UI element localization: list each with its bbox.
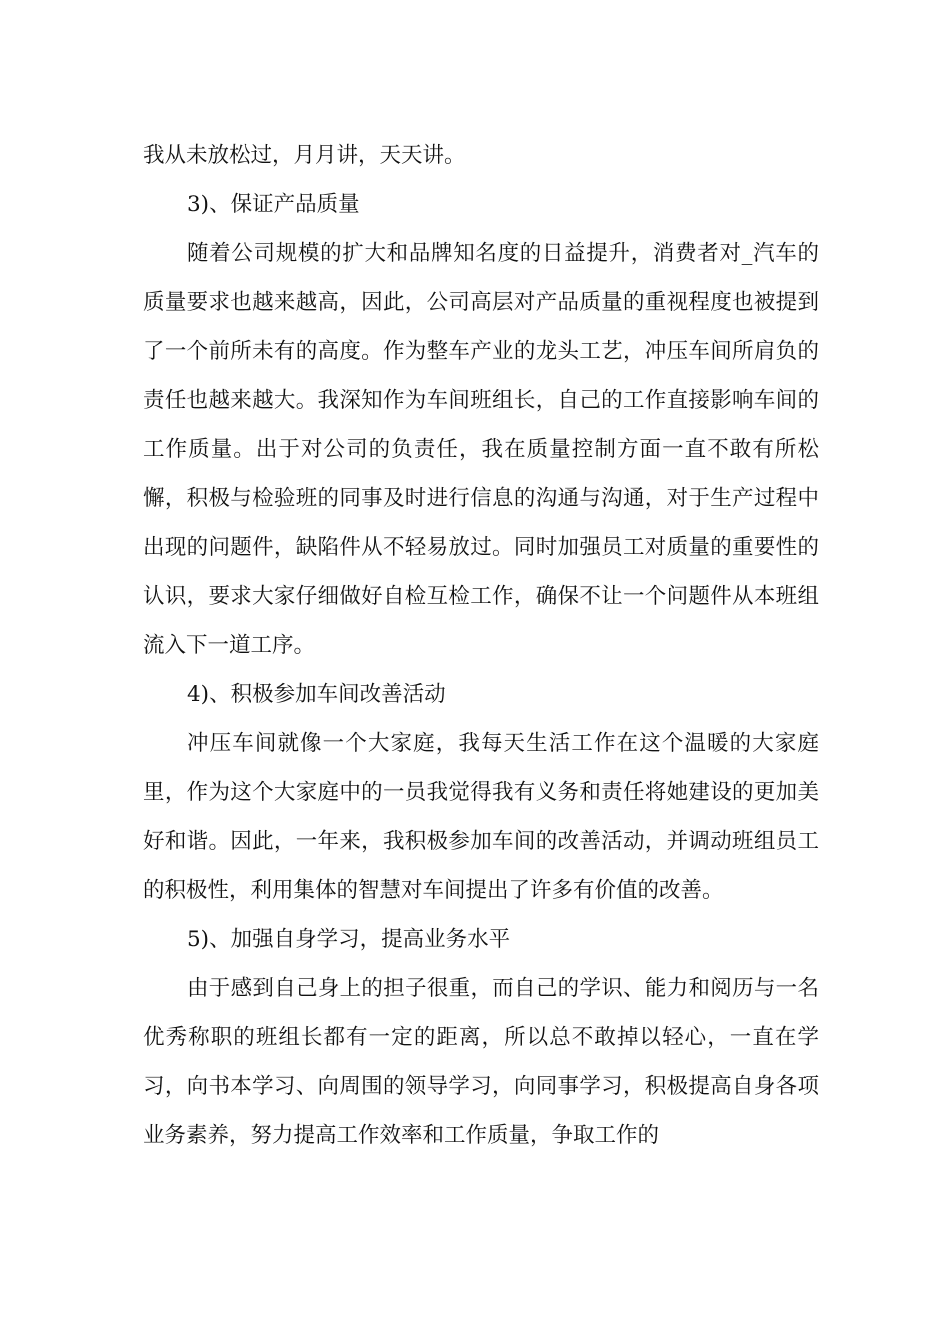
section-heading-5: 5)、加强自身学习，提高业务水平 <box>187 927 511 952</box>
paragraph-improvement: 冲压车间就像一个大家庭，我每天生活工作在这个温暖的大家庭里，作为这个大家庭中的一员我觉得我有义务和责任将她建设的更加美好和谐。因此，一年来，我积极参加车间的改善活动，并调动班组员工的积极性，利用集体的智慧对车间提出了许多有价值的改善。 <box>143 731 819 903</box>
section-heading-4: 4)、积极参加车间改善活动 <box>187 682 446 707</box>
section-heading-3: 3)、保证产品质量 <box>187 192 360 217</box>
paragraph-continuation: 我从未放松过，月月讲，天天讲。 <box>143 143 466 168</box>
paragraph-learning: 由于感到自己身上的担子很重，而自己的学识、能力和阅历与一名优秀称职的班组长都有一定的距离，所以总不敢掉以轻心，一直在学习，向书本学习、向周围的领导学习，向同事学习，积极提高自身各项业务素养，努力提高工作效率和工作质量，争取工作的 <box>143 976 819 1148</box>
document-body <box>143 131 819 1160</box>
paragraph-quality: 随着公司规模的扩大和品牌知名度的日益提升，消费者对_汽车的质量要求也越来越高，因此，公司高层对产品质量的重视程度也被提到了一个前所未有的高度。作为整车产业的龙头工艺，冲压车间所肩负的责任也越来越大。我深知作为车间班组长，自己的工作直接影响车间的工作质量。出于对公司的负责任，我在质量控制方面一直不敢有所松懈，积极与检验班的同事及时进行信息的沟通与沟通，对于生产过程中出现的问题件，缺陷件从不轻易放过。同时加强员工对质量的重要性的认识，要求大家仔细做好自检互检工作，确保不让一个问题件从本班组流入下一道工序。 <box>143 241 819 658</box>
